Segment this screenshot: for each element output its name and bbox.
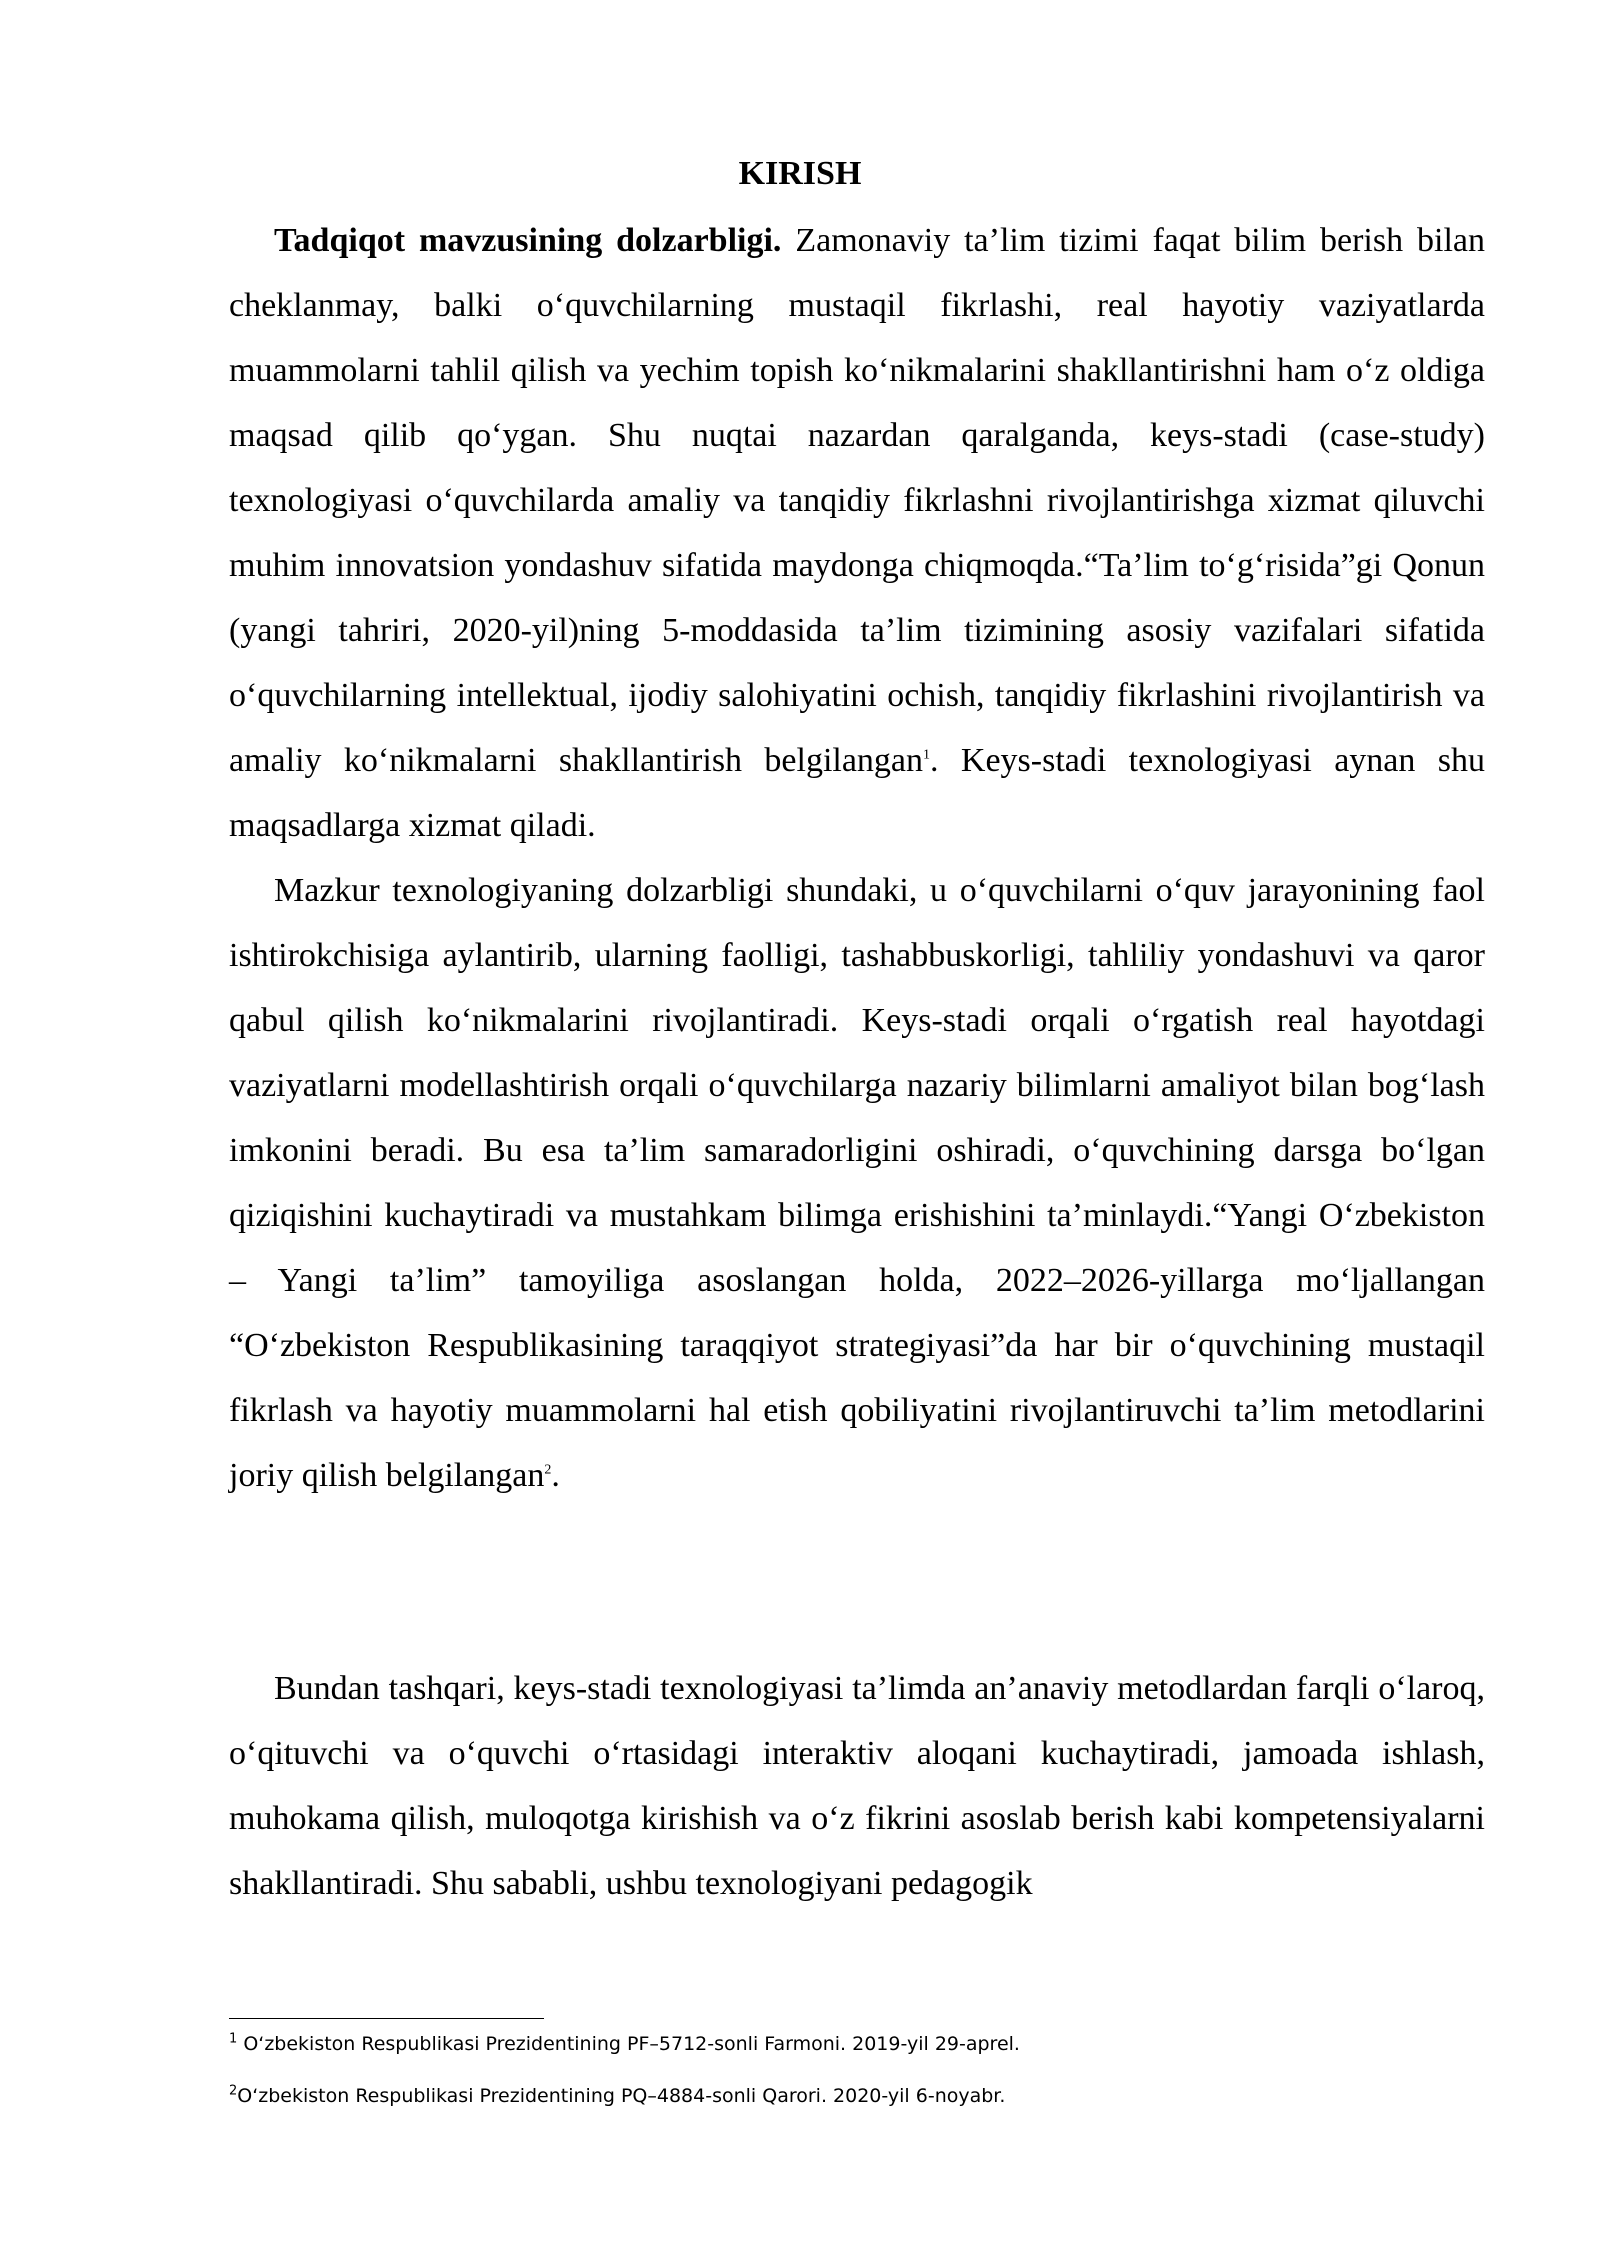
footnote-text: O‘zbekiston Respublikasi Prezidentining PF–5712-sonli Farmoni. 2019-yil 29-aprel. [237,2033,1020,2055]
footnote-reference[interactable]: 1 [923,747,931,763]
footnote-number: 2 [229,2083,238,2099]
page-heading: KIRISH [738,155,862,192]
footnote-item [229,2030,1485,2058]
paragraph-text: Zamonaviy ta’lim tizimi faqat bilim berish bilan cheklanmay, balki o‘quvchilarning mustaqil fikrlashi, real hayotiy vaziyatlarda muammolarni tahlil qilish va yechim topish ko‘nikmalarini shakllantirishni ham o‘z oldiga maqsad qilib qo‘ygan. Shu nuqtai nazardan qaralganda, keys-stadi (case-study) texnologiyasi o‘quvchilarda amaliy va tanqidiy fikrlashni rivojlantirishga xizmat qiluvchi muhim innovatsion yondashuv sifatida maydonga chiqmoqda.“Ta’lim to‘g‘risida”gi Qonun (yangi tahriri, 2020-yil)ning 5-moddasida ta’lim tizimining asosiy vazifalari sifatida o‘quvchilarning intellektual, ijodiy salohiyatini ochish, tanqidiy fikrlashini rivojlantirish va amaliy ko‘nikmalarni shakllantirish belgilangan [229,222,1485,779]
paragraph-relevance [229,208,1485,858]
body-text-block [229,1656,1485,1916]
footnote-reference[interactable]: 2 [544,1462,552,1478]
paragraph-interactive [229,1656,1485,1916]
paragraph-text: Bundan tashqari, keys-stadi texnologiyasi ta’limda an’anaviy metodlardan farqli o‘laroq, o‘qituvchi va o‘quvchi o‘rtasidagi interaktiv aloqani kuchaytiradi, jamoada ishlash, muhokama qilish, muloqotga kirishish va o‘z fikrini asoslab berish kabi kompetensiyalarni shakllantiradi. Shu sababli, ushbu texnologiyani pedagogik [229,1670,1485,1902]
footnote-item [229,2082,1485,2110]
paragraph-text: Mazkur texnologiyaning dolzarbligi shundaki, u o‘quvchilarni o‘quv jarayonining faol ishtirokchisiga aylantirib, ularning faolligi, tashabbuskorligi, tahliliy yondashuvi va qaror qabul qilish ko‘nikmalarini rivojlantiradi. Keys-stadi orqali o‘rgatish real hayotdagi vaziyatlarni modellashtirish orqali o‘quvchilarga nazariy bilimlarni amaliyot bilan bog‘lash imkonini beradi. Bu esa ta’lim samaradorligini oshiradi, o‘quvchining darsga bo‘lgan qiziqishini kuchaytiradi va mustahkam bilimga erishishini ta’minlaydi.“Yangi O‘zbekiston – Yangi ta’lim” tamoyiliga asoslangan holda, 2022–2026-yillarga mo‘ljallangan “O‘zbekiston Respublikasining taraqqiyot strategiyasi”da har bir o‘quvchining mustaqil fikrlash va hayotiy muammolarni hal etish qobiliyatini rivojlantiruvchi ta’lim metodlarini joriy qilish belgilangan [229,872,1485,1494]
body-text-block [229,208,1485,1508]
paragraph-text-end: . Keys-stadi texnologiyasi aynan shu maqsadlarga xizmat qiladi. [229,742,1485,844]
paragraph-lead-heading: Tadqiqot mavzusining dolzarbligi. [274,222,782,259]
footnote-text: O‘zbekiston Respublikasi Prezidentining PQ–4884-sonli Qarori. 2020-yil 6-noyabr. [237,2085,1006,2107]
paragraph-technology [229,858,1485,1508]
paragraph-text-end: . [551,1457,560,1494]
footnote-separator [229,2018,544,2019]
footnote-number: 1 [229,2031,238,2047]
